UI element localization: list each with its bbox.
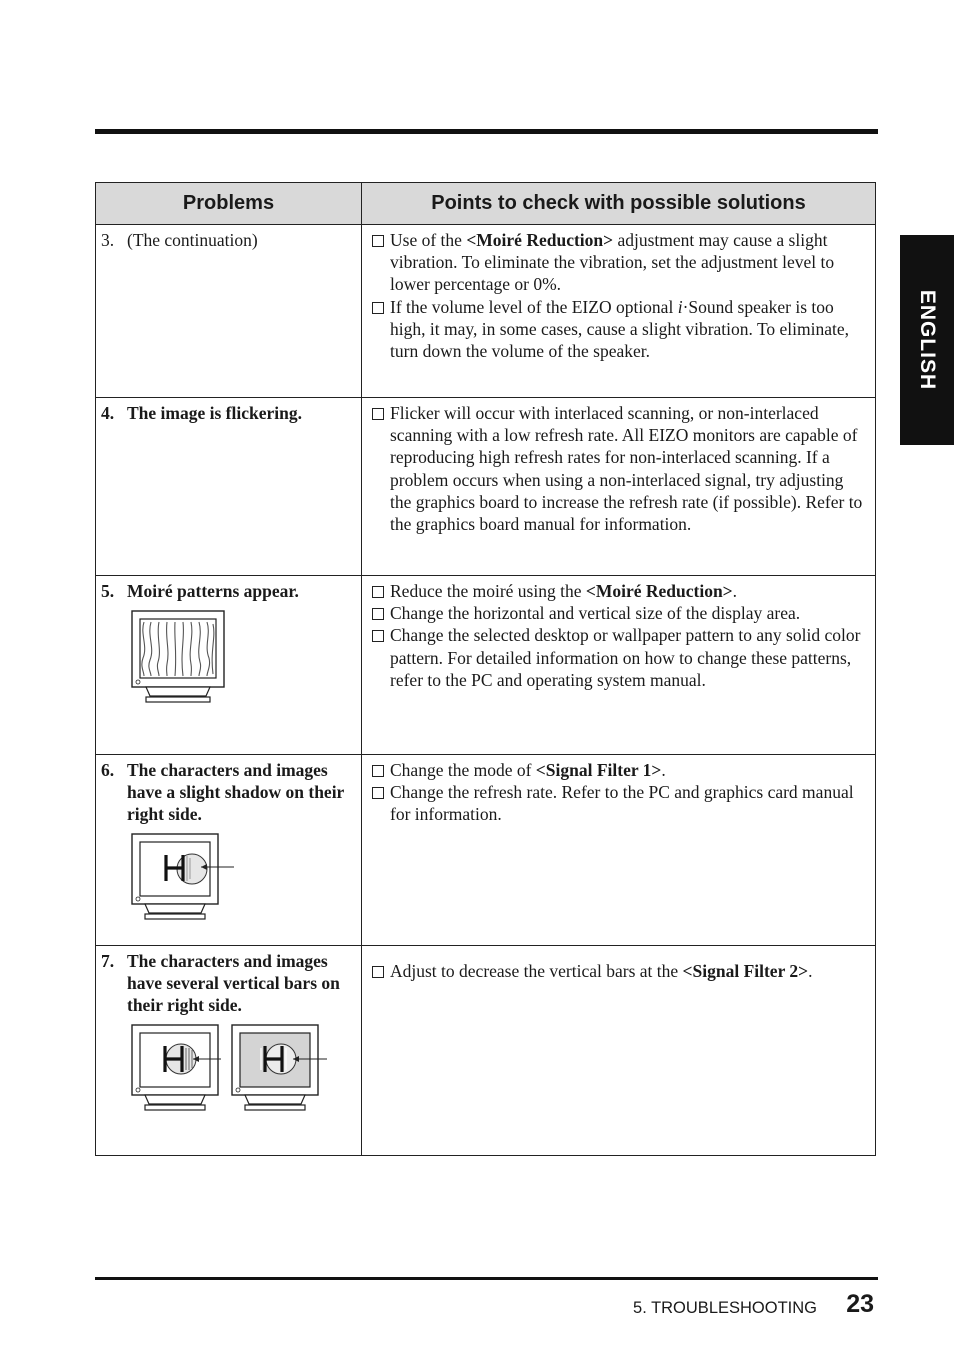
solution-list [372,580,863,691]
solution-text: If the volume level of the EIZO optional i·Sound speaker is too high, it may, in some cases, cause a slight vibration. To eliminate, turn down the volume of the speaker. [390,296,850,362]
solution-item [372,296,863,363]
problem-number: 4. [101,403,115,423]
solution-item [372,759,863,781]
shadow-monitor-icon [131,833,351,930]
problem-cell [96,398,362,576]
problem-text: Moiré patterns appear. [127,581,299,601]
solution-cell [362,398,876,576]
solution-text: Change the horizontal and vertical size of the display area. [390,603,801,624]
moire-monitor-icon [131,610,227,708]
solution-text: Reduce the moiré using the <Moiré Reduction>. [390,581,738,601]
checkbox-square-icon [372,759,390,781]
solution-item [372,624,863,691]
moire-monitor-icon [131,610,351,713]
checkbox-square-icon [372,960,390,982]
problem-number: 7. [101,951,115,971]
solution-item [372,229,863,296]
solution-item [372,960,863,982]
solution-cell [362,755,876,946]
problem-text: (The continuation) [127,230,258,250]
solution-cell [362,946,876,1156]
problem-cell [96,755,362,946]
solution-text: Adjust to decrease the vertical bars at the <Signal Filter 2>. [390,961,813,981]
table-header-row [96,183,876,225]
problem-cell [96,576,362,755]
solution-text: Flicker will occur with interlaced scanning, or non-interlaced scanning with a low refresh rate. All EIZO monitors are capable of reproducing high refresh rates for non-interlaced scanning. If a problem occurs when using a non-interlaced signal, try adjusting the graphics board to increase the refresh rate (if possible). Refer to the graphics board manual for information. [390,403,863,535]
vertical-bars-monitor-icon [131,1024,331,1114]
solution-list [372,960,863,982]
menu-setting-name: <Signal Filter 1> [535,760,662,780]
problem-cell [96,225,362,398]
problem-number: 5. [101,581,115,601]
checkbox-square-icon [372,229,390,296]
footer-section-title: 5. TROUBLESHOOTING [633,1299,817,1317]
side-tab-label: ENGLISH [916,289,939,391]
menu-setting-name: <Moiré Reduction> [466,230,614,250]
checkbox-square-icon [372,296,390,363]
language-side-tab [900,235,954,445]
problem-number: 6. [101,760,115,780]
table-row [96,755,876,946]
solution-cell [362,225,876,398]
troubleshooting-table [95,182,876,1156]
solution-item [372,781,863,825]
problem-text: The image is flickering. [127,403,302,423]
problem-number: 3. [101,230,115,250]
vertical-bars-monitor-icon [131,1024,351,1119]
solution-item [372,402,863,535]
table-row [96,398,876,576]
solution-list [372,402,863,535]
bottom-rule [95,1277,878,1280]
solution-item [372,602,863,624]
menu-setting-name: <Signal Filter 2> [682,961,809,981]
table-row [96,576,876,755]
menu-setting-name: <Moiré Reduction> [585,581,733,601]
checkbox-square-icon [372,602,390,624]
italic-text: i [677,296,683,317]
checkbox-square-icon [372,781,390,825]
solution-item [372,580,863,602]
solution-list [372,229,863,362]
solution-text: Change the selected desktop or wallpaper pattern to any solid color pattern. For detailed information on how to change these patterns, refer to the PC and operating system manual. [390,625,861,690]
top-rule [95,129,878,134]
table-row [96,225,876,398]
checkbox-square-icon [372,580,390,602]
problems-column-header: Problems [96,183,362,225]
solution-text: Change the refresh rate. Refer to the PC and graphics card manual for information. [390,782,854,825]
checkbox-square-icon [372,402,390,535]
page-number: 23 [846,1290,874,1318]
problem-text: The characters and images have several vertical bars on their right side. [127,951,340,1015]
checkbox-square-icon [372,624,390,691]
solution-text: Use of the <Moiré Reduction> adjustment may cause a slight vibration. To eliminate the vibration, set the adjustment level to lower percentage or 0%. [390,230,835,295]
shadow-monitor-icon [131,833,241,925]
problem-text: The characters and images have a slight shadow on their right side. [127,760,345,824]
solution-list [372,759,863,826]
problem-cell [96,946,362,1156]
solution-text: Change the mode of <Signal Filter 1>. [390,760,666,780]
solutions-column-header: Points to check with possible solutions [362,183,876,225]
table-row [96,946,876,1156]
solution-cell [362,576,876,755]
